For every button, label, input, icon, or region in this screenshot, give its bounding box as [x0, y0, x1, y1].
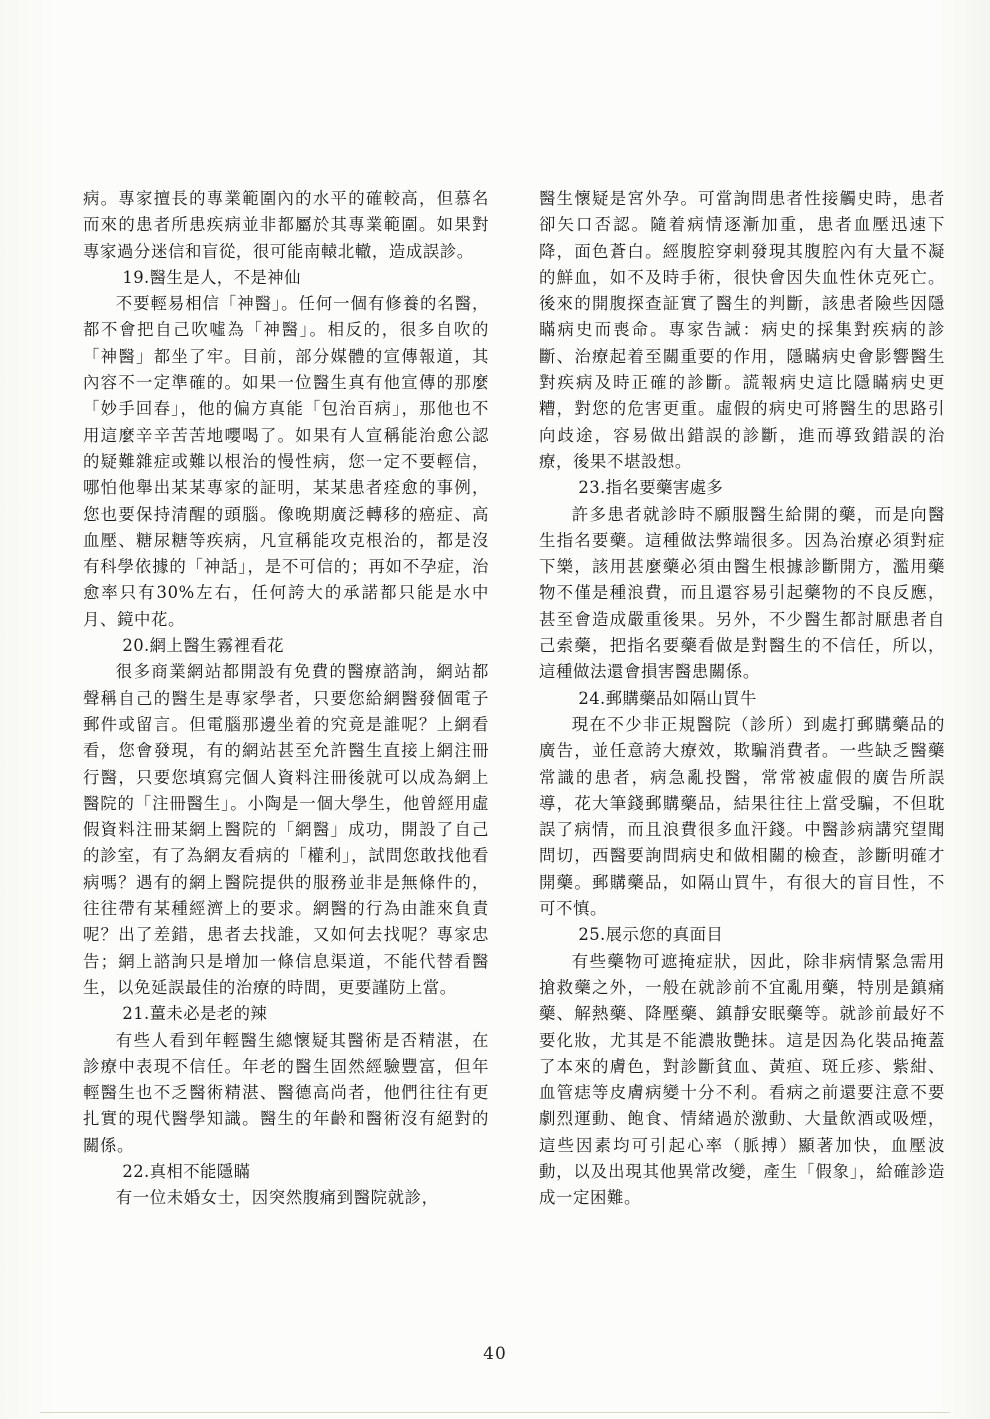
section-heading-23: 23.指名要藥害處多 — [578, 478, 724, 498]
paragraph-22-continuation: 醫生懷疑是宮外孕。可當詢問患者性接觸史時，患者卻矢口否認。隨着病情逐漸加重，患者血壓迅速下降，面色蒼白。經腹腔穿刺發現其腹腔內有大量不凝的鮮血，如不及時手術，很快會因失血性休克死亡。後來的開腹探查証實了醫生的判斷，該患者險些因隱瞞病史而喪命。專家告誡：病史的採集對疾病的診斷、治療起着至關重要的作用，隱瞞病史會影響醫生對疾病及時正確的診斷。謊報病史這比隱瞞病史更糟，對您的危害更重。虛假的病史可將醫生的思路引向歧途，容易做出錯誤的診斷，進而導致錯誤的治療，後果不堪設想。 — [539, 189, 945, 471]
paragraph-19: 不要輕易相信「神醫」。任何一個有修養的名醫，都不會把自己吹噓為「神醫」。相反的，很多自吹的「神醫」都坐了牢。目前，部分媒體的宣傳報道，其內容不一定準確的。如果一位醫生真有他宣傳的那麼「妙手回春」，他的偏方真能「包治百病」，那他也不用這麼辛辛苦苦地嚶喝了。如果有人宣稱能治愈公認的疑難雜症或難以根治的慢性病，您一定不要輕信，哪怕他舉出某某專家的証明，某某患者痊愈的事例，您也要保持清醒的頭腦。像晚期廣泛轉移的癌症、高血壓、糖尿糖等疾病，凡宣稱能攻克根治的，都是沒有科學依據的「神話」，是不可信的；再如不孕症，治愈率只有30%左右，任何誇大的承諾都只能是水中月、鏡中花。 — [83, 294, 489, 629]
left-column — [83, 186, 489, 1212]
paragraph-24: 現在不少非正規醫院（診所）到處打郵購藥品的廣告，並任意誇大療效，欺騙消費者。一些缺乏醫藥常識的患者，病急亂投醫，常常被虛假的廣告所誤導，花大筆錢郵購藥品，結果往往上當受騙，不但耽誤了病情，而且浪費很多血汗錢。中醫診病講究望聞問切，西醫要詢問病史和做相關的檢查，診斷明確才開藥。郵購藥品，如隔山買牛，有很大的盲目性，不可不慎。 — [539, 714, 945, 919]
section-heading-19: 19.醫生是人，不是神仙 — [122, 267, 301, 287]
section-heading-21: 21.薑未必是老的辣 — [122, 1004, 268, 1024]
page-number: 40 — [483, 1344, 507, 1364]
paragraph-continuation: 病。專家擅長的專業範圍內的水平的確較高，但慕名而來的患者所患疾病並非都屬於其專業範圍。如果對專家過分迷信和盲從，很可能南轅北轍，造成誤診。 — [83, 189, 489, 261]
paragraph-23: 許多患者就診時不願服醫生給開的藥，而是向醫生指名要藥。這種做法弊端很多。因為治療必須對症下樂，該用甚麼藥必須由醫生根據診斷開方，濫用藥物不僅是種浪費，而且還容易引起藥物的不良反應，甚至會造成嚴重後果。另外，不少醫生都討厭患者自己索藥，把指名要藥看做是對醫生的不信任，所以，這種做法還會損害醫患關係。 — [539, 504, 945, 682]
section-heading-24: 24.郵購藥品如隔山買牛 — [578, 688, 757, 708]
paragraph-20: 很多商業網站都開設有免費的醫療諮詢，網站都聲稱自己的醫生是專家學者，只要您給網醫發個電子郵件或留言。但電腦那邊坐着的究竟是誰呢？上網看看，您會發現，有的網站甚至允許醫生直接上網注冊行醫，只要您填寫完個人資料注冊後就可以成為網上醫院的「注冊醫生」。小陶是一個大學生，他曾經用虛假資料注冊某網上醫院的「網醫」成功，開設了自己的診室，有了為網友看病的「權利」，試問您敢找他看病嗎？遇有的網上醫院提供的服務並非是無條件的，往往帶有某種經濟上的要求。網醫的行為由誰來負責呢？出了差錯，患者去找誰，又如何去找呢？專家忠告；網上諮詢只是增加一條信息渠道，不能代替看醫生，以免延誤最佳的治療的時間，更要謹防上當。 — [83, 662, 489, 997]
page-edge-divider — [40, 1412, 950, 1413]
section-heading-25: 25.展示您的真面目 — [578, 925, 724, 945]
paragraph-22: 有一位未婚女士，因突然腹痛到醫院就診， — [115, 1188, 439, 1208]
section-heading-22: 22.真相不能隱瞞 — [122, 1161, 251, 1181]
section-heading-20: 20.網上醫生霧裡看花 — [122, 636, 284, 656]
paragraph-25: 有些藥物可遮掩症狀，因此，除非病情緊急需用搶救藥之外，一般在就診前不宜亂用藥，特別是鎮痛藥、解熱藥、降壓藥、鎮靜安眠藥等。就診前最好不要化妝，尤其是不能濃妝艷抹。這是因為化裝品掩蓋了本來的膚色，對診斷貧血、黃疸、斑丘疹、紫紺、血管痣等皮膚病變十分不利。看病之前還要注意不要劇烈運動、飽食、情緒過於激動、大量飲酒或吸煙，這些因素均可引起心率（脈搏）顯著加快，血壓波動，以及出現其他異常改變，產生「假象」，給確診造成一定困難。 — [539, 951, 945, 1208]
right-column — [539, 186, 945, 1212]
paragraph-21: 有些人看到年輕醫生總懷疑其醫術是否精湛，在診療中表現不信任。年老的醫生固然經驗豐富，但年輕醫生也不乏醫術精湛、醫德高尚者，他們往往有更扎實的現代醫學知識。醫生的年齡和醫術沒有絕對的關係。 — [83, 1030, 489, 1155]
